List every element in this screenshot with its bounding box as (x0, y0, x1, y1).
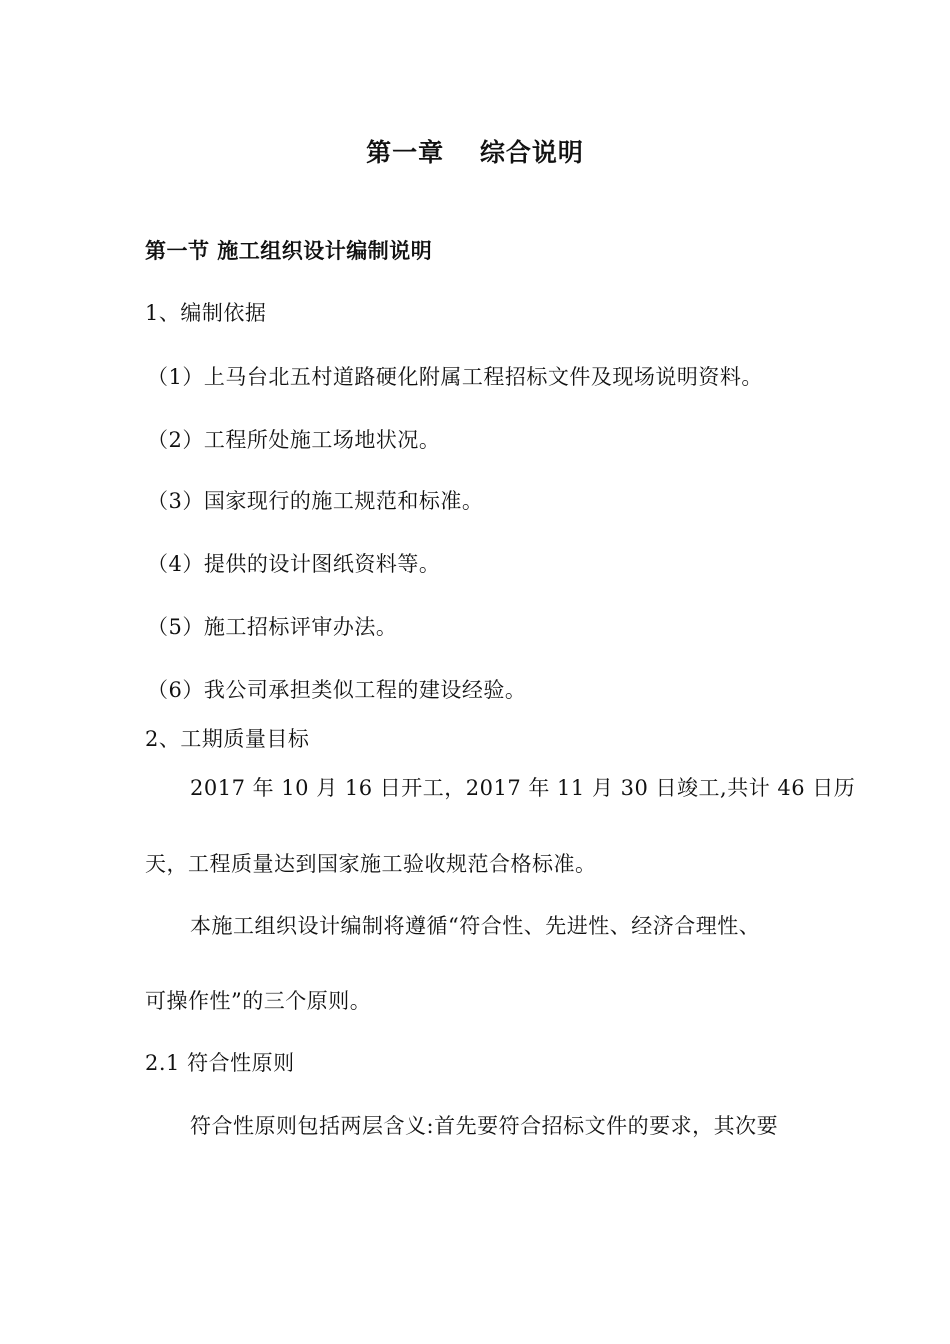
basis-item-3: （3）国家现行的施工规范和标准。 (147, 489, 484, 513)
principle-text-line-2: 可操作性”的三个原则。 (145, 989, 372, 1013)
basis-item-2: （2）工程所处施工场地状况。 (147, 428, 441, 452)
conformity-text-line-1: 符合性原则包括两层含义:首先要符合招标文件的要求，其次要 (190, 1114, 779, 1138)
schedule-text-line-1: 2017 年 10 月 16 日开工，2017 年 11 月 30 日竣工,共计 46 日历 (190, 776, 856, 800)
basis-item-1: （1）上马台北五村道路硬化附属工程招标文件及现场说明资料。 (147, 365, 763, 389)
chapter-title: 第一章 综合说明 (366, 138, 584, 167)
heading-schedule-quality: 2、工期质量目标 (145, 727, 310, 751)
schedule-text-line-2: 天，工程质量达到国家施工验收规范合格标准。 (145, 852, 597, 876)
section-title: 第一节 施工组织设计编制说明 (145, 238, 433, 263)
heading-conformity-principle: 2.1 符合性原则 (145, 1051, 295, 1075)
principle-text-line-1: 本施工组织设计编制将遵循“符合性、先进性、经济合理性、 (190, 914, 761, 938)
basis-item-5: （5）施工招标评审办法。 (147, 615, 398, 639)
basis-item-6: （6）我公司承担类似工程的建设经验。 (147, 678, 527, 702)
heading-compilation-basis: 1、编制依据 (145, 301, 267, 325)
basis-item-4: （4）提供的设计图纸资料等。 (147, 552, 441, 576)
